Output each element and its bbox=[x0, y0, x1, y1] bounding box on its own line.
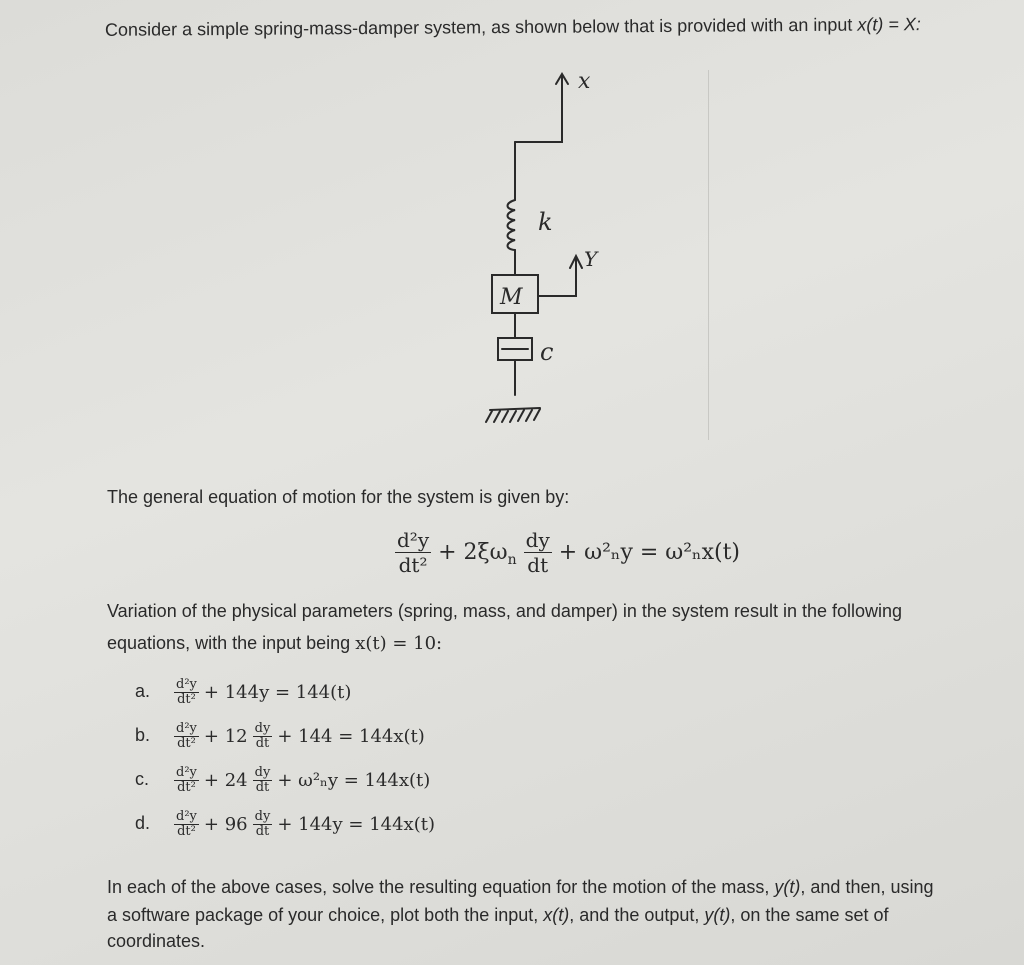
variation-line-2: equations, with the input being x(t) = 10: bbox=[107, 633, 443, 654]
general-equation-text: The general equation of motion for the system is given by: bbox=[107, 487, 570, 507]
label-x: x bbox=[578, 70, 591, 94]
label-k: k bbox=[538, 208, 553, 236]
label-c: c bbox=[540, 338, 554, 366]
closing-line-1: In each of the above cases, solve the resulting equation for the motion of the mass, y(t), and then, using bbox=[107, 877, 934, 897]
closing-line-3: coordinates. bbox=[107, 931, 206, 951]
general-equation: $\frac{\text{d²y}}{\text{dt²}}$ + $2\xi\omega_n$ $\frac{dy}{dt}$ + ω²ₙy = ω²ₙx(t) bbox=[397, 528, 740, 577]
top-link bbox=[515, 115, 562, 142]
option-b: b. $\frac{\text{d²y}}{\text{dt²}}$ + 12 $\frac{dy}{dt}$ + 144 = 144x(t) bbox=[135, 721, 425, 751]
option-c: c. $\frac{\text{d²y}}{\text{dt²}}$ + 24 $\frac{dy}{dt}$ + ω²ₙy = 144x(t) bbox=[135, 765, 431, 795]
label-y: Y bbox=[584, 247, 598, 271]
variation-line-1: Variation of the physical parameters (spring, mass, and damper) in the system result in the following bbox=[107, 601, 903, 621]
option-d: d. $\frac{\text{d²y}}{\text{dt²}}$ + 96 $\frac{dy}{dt}$ + 144y = 144x(t) bbox=[135, 809, 435, 839]
label-m: M bbox=[500, 285, 523, 310]
intro-input-expr: x(t) = X: bbox=[857, 14, 921, 35]
option-a: a. $\frac{\text{d²y}}{\text{dt²}}$ + 144y = 144(t) bbox=[135, 677, 352, 707]
output-link bbox=[538, 258, 576, 296]
spring-coil bbox=[508, 200, 516, 250]
second-derivative-fraction: $\frac{\text{d²y}}{\text{dt²}}$ bbox=[397, 528, 430, 577]
ground-hatch bbox=[486, 409, 540, 422]
spring-mass-damper-diagram bbox=[420, 70, 720, 440]
first-derivative-fraction: $\frac{dy}{dt}$ bbox=[525, 528, 550, 577]
intro-prefix: Consider a simple spring-mass-damper system, as shown below that is provided with an input bbox=[104, 14, 858, 40]
intro-text bbox=[105, 11, 921, 43]
closing-line-2: a software package of your choice, plot both the input, x(t), and the output, y(t), on the same set of bbox=[107, 905, 889, 925]
